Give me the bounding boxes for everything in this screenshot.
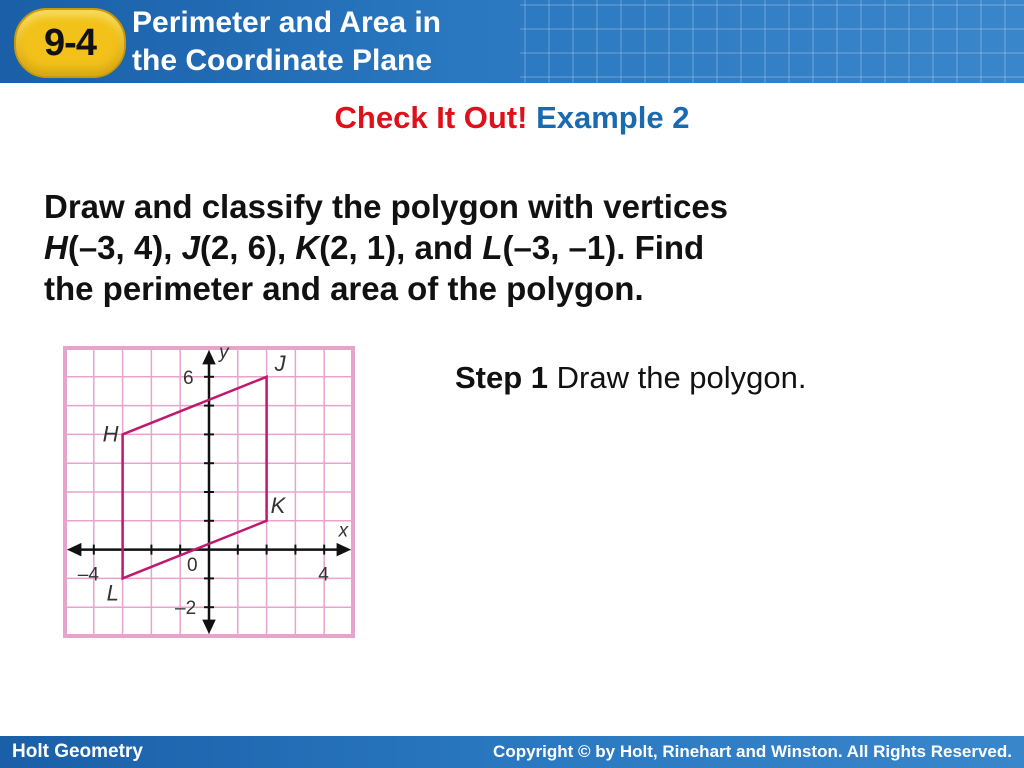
vertex-l-name: L — [482, 229, 503, 266]
lesson-number: 9-4 — [44, 21, 96, 64]
tick-label-y-neg2: –2 — [175, 598, 197, 620]
footer-copyright: Copyright © by Holt, Rinehart and Winston. All Rights Reserved. — [493, 742, 1012, 761]
step-text: Draw the polygon. — [548, 360, 807, 395]
vertex-h-name: H — [44, 229, 68, 266]
lesson-badge — [14, 8, 126, 78]
vertex-label-l: L — [106, 580, 119, 606]
slide-subtitle — [0, 100, 1024, 136]
problem-line-3: the perimeter and area of the polygon. — [44, 270, 644, 307]
lesson-title — [132, 4, 552, 80]
coordinate-graph — [62, 345, 356, 639]
step-label: Step 1 — [455, 360, 549, 395]
problem-statement — [44, 186, 1004, 309]
footer-bar — [0, 736, 1024, 768]
title-line-2: the Coordinate Plane — [132, 44, 433, 77]
tick-label-x-neg4: –4 — [77, 564, 99, 586]
problem-line-2 — [44, 227, 1004, 268]
header-grid-pattern — [520, 0, 1024, 83]
y-axis-label: y — [219, 345, 229, 364]
header-banner — [0, 0, 1024, 83]
tick-label-origin: 0 — [187, 555, 198, 577]
step-1 — [455, 360, 807, 396]
vertex-j-name: J — [181, 229, 200, 266]
footer-course: Holt Geometry — [12, 741, 143, 762]
vertex-l-coord: (–3, –1). Find — [502, 229, 705, 266]
title-line-1: Perimeter and Area in — [132, 6, 442, 39]
vertex-label-k: K — [270, 492, 286, 518]
vertex-label-j: J — [274, 350, 286, 376]
tick-label-x-pos4: 4 — [318, 564, 329, 586]
check-it-out-label: Check It Out! — [334, 100, 528, 135]
vertex-h-coord: (–3, 4), — [67, 229, 182, 266]
tick-label-y-pos6: 6 — [183, 367, 194, 389]
vertex-j-coord: (2, 6), — [199, 229, 296, 266]
x-axis-label: x — [338, 520, 349, 542]
vertex-label-h: H — [102, 421, 119, 447]
example-label: Example 2 — [536, 100, 690, 135]
problem-line-1: Draw and classify the polygon with vertices — [44, 188, 729, 225]
vertex-k-name: K — [295, 229, 320, 266]
vertex-k-coord: (2, 1), and — [319, 229, 483, 266]
